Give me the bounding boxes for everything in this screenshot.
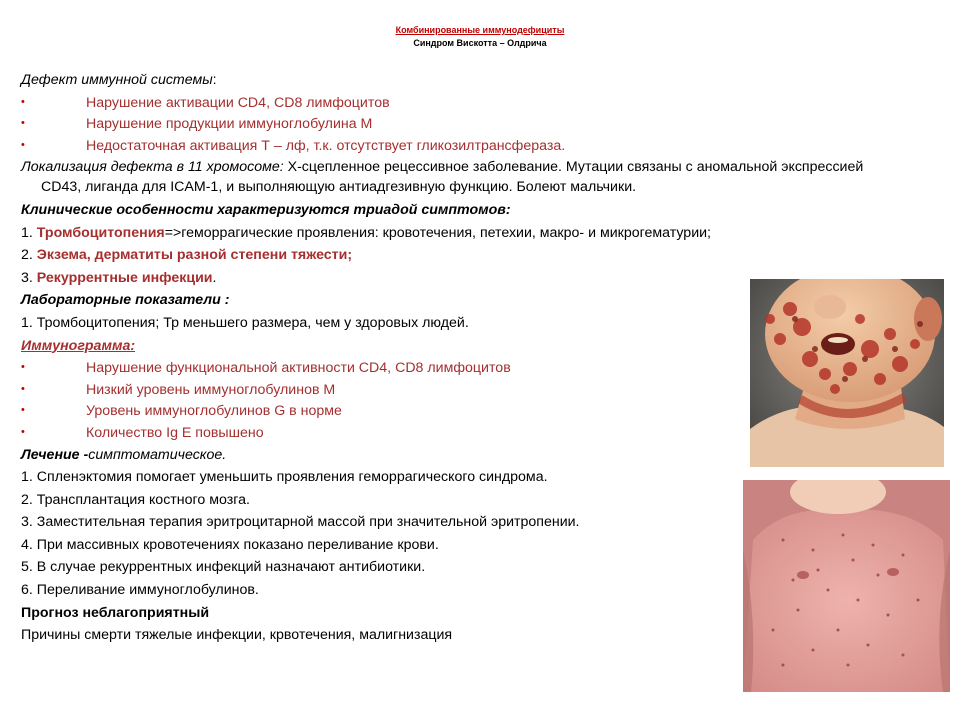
bullet-icon: •	[21, 425, 25, 438]
clinical-item-1-term: Тромбоцитопения	[36, 224, 165, 241]
immunogram-bullet: Уровень иммуноглобулинов G в норме	[86, 403, 342, 420]
bullet-icon: •	[21, 404, 25, 417]
bullet-icon: •	[21, 382, 25, 395]
treatment-item: 2. Трансплантация костного мозга.	[21, 491, 250, 508]
clinical-item-3-term: Рекуррентные инфекции	[36, 269, 213, 286]
photo-face-eczema	[750, 279, 944, 467]
title-block	[0, 24, 960, 50]
immunogram-bullet: Нарушение функциональной активности CD4, CD8 лимфоцитов	[86, 360, 511, 377]
treatment-item: 4. При массивных кровотечениях показано переливание крови.	[21, 536, 439, 553]
clinical-item-2	[21, 245, 901, 265]
lab-heading: Лабораторные показатели :	[21, 292, 230, 309]
bullet-icon: •	[21, 95, 25, 108]
immunogram-bullet: Количество Ig E повышено	[86, 424, 264, 441]
prognosis-heading: Прогноз неблагоприятный	[21, 604, 210, 621]
clinical-item-3-num: 3.	[21, 269, 37, 286]
bullet-icon: •	[21, 117, 25, 130]
prognosis-text: Причины смерти тяжелые инфекции, крвотечения, малигнизация	[21, 627, 453, 644]
defect-heading: Дефект иммунной системы	[21, 72, 213, 88]
treatment-item: 5. В случае рекуррентных инфекций назначают антибиотики.	[21, 559, 426, 576]
localization-text: Х-сцепленное рецессивное заболевание. Мутации связаны с аномальной экспрессией CD43, лиганда для ICAM-1, и выполняющую антиадгезивную функцию. Болеют мальчики.	[41, 159, 864, 196]
defect-bullet: Нарушение продукции иммуноглобулина М	[86, 116, 373, 133]
clinical-item-3-rest: .	[212, 269, 217, 286]
immunogram-bullet: Низкий уровень иммуноглобулинов М	[86, 381, 336, 398]
list-item	[21, 93, 901, 113]
clinical-item-1	[21, 223, 901, 243]
treatment-label: Лечение -	[21, 446, 89, 463]
localization-paragraph	[21, 157, 901, 197]
photo-torso-petechiae	[743, 480, 950, 692]
face-eczema-illustration	[750, 279, 944, 467]
slide-title: Комбинированные иммунодефициты	[395, 25, 565, 35]
clinical-item-2-term: Экзема, дерматиты разной степени тяжести;	[36, 247, 353, 264]
list-item	[21, 136, 901, 156]
defect-bullet: Нарушение активации CD4, CD8 лимфоцитов	[86, 94, 390, 111]
defect-bullet: Недостаточная активация Т – лф, т.к. отсутствует гликозилтрансфераза.	[86, 137, 566, 154]
clinical-item-2-num: 2.	[21, 247, 37, 264]
localization-label: Локализация дефекта в 11 хромосоме:	[21, 159, 284, 176]
immunogram-heading: Иммунограмма:	[21, 337, 136, 354]
treatment-item: 3. Заместительная терапия эритроцитарной массой при значительной эритропении.	[21, 514, 580, 531]
slide-subtitle: Синдром Вискотта – Олдрича	[413, 38, 547, 48]
lab-item-1: 1. Тромбоцитопения; Тр меньшего размера, чем у здоровых людей.	[21, 314, 469, 331]
bullet-icon: •	[21, 138, 25, 151]
clinical-item-1-num: 1.	[21, 224, 37, 241]
defect-heading-colon: :	[212, 72, 217, 88]
clinical-item-1-rest: =>геморрагические проявления: кровотечения, петехии, макро- и микрогематурии;	[164, 224, 711, 241]
bullet-icon: •	[21, 361, 25, 374]
treatment-label-rest: симптоматическое.	[88, 446, 227, 463]
treatment-item: 1. Спленэктомия помогает уменьшить проявления геморрагического синдрома.	[21, 469, 548, 486]
clinical-heading: Клинические особенности характеризуются триадой симптомов:	[21, 201, 511, 218]
torso-petechiae-illustration	[743, 480, 950, 692]
treatment-item: 6. Переливание иммуноглобулинов.	[21, 582, 259, 599]
list-item	[21, 114, 901, 134]
defect-heading-line	[21, 70, 901, 90]
